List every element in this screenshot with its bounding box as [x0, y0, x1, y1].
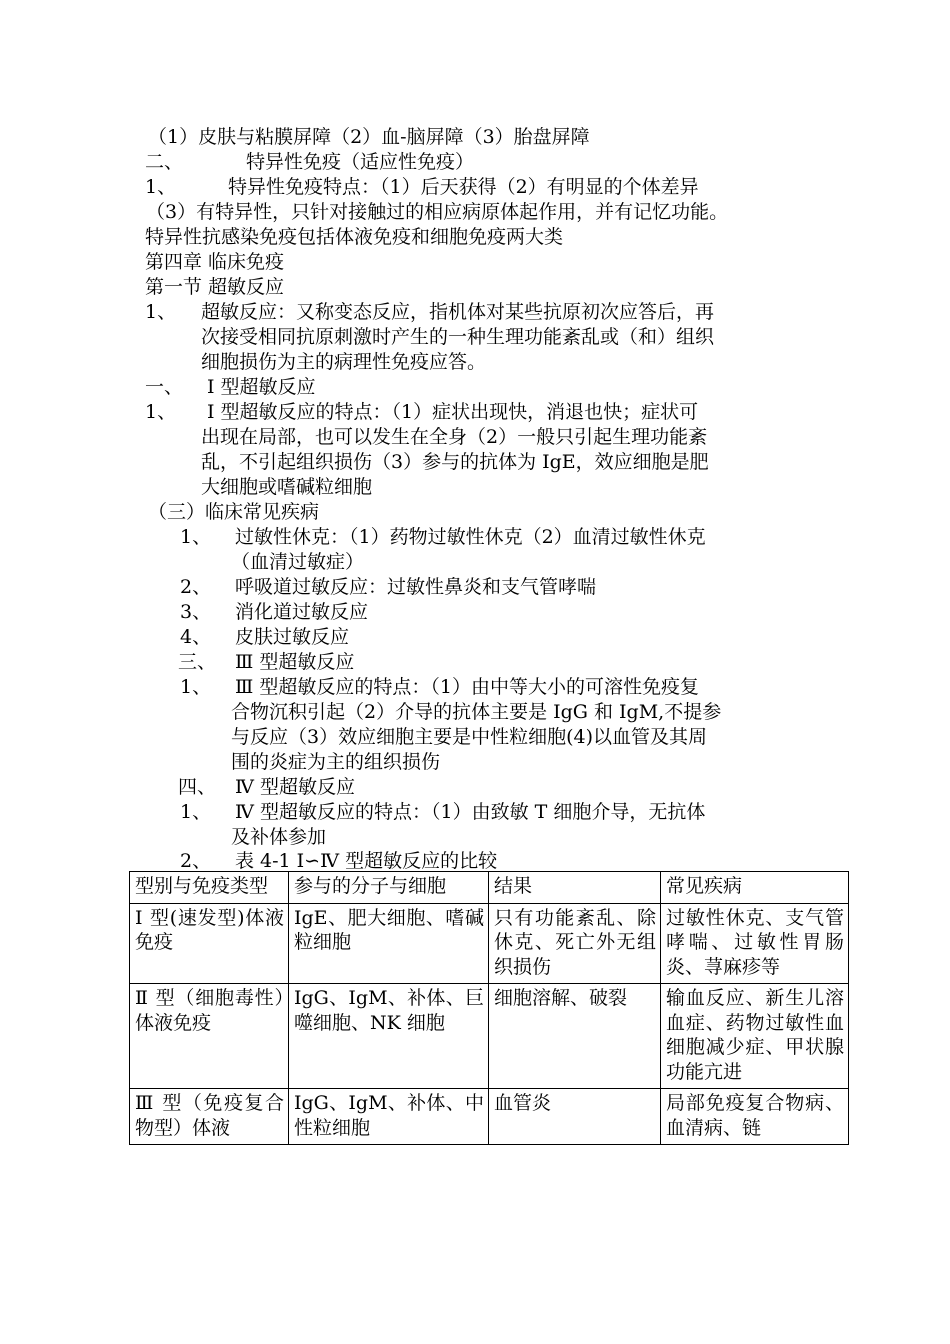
- type4-heading: Ⅳ 型超敏反应: [235, 776, 356, 798]
- item-number: 1、: [180, 526, 212, 548]
- item-number: 1、: [145, 401, 177, 423]
- item-number: 4、: [180, 626, 212, 648]
- type1-features-line: Ⅰ 型超敏反应的特点：（1）症状出现快，消退也快；症状可: [207, 401, 699, 423]
- type1-heading: Ⅰ 型超敏反应: [207, 376, 316, 398]
- table-cell: 过敏性休克、支气管哮喘、过敏性胃肠炎、荨麻疹等: [661, 903, 849, 984]
- table-cell: 局部免疫复合物病、血清病、链: [661, 1089, 849, 1145]
- table-row: [130, 984, 849, 1089]
- table-row: [130, 903, 849, 984]
- type3-heading: Ⅲ 型超敏反应: [235, 651, 355, 673]
- item-number: 1、: [145, 301, 177, 323]
- table-cell: IgG、IgM、补体、巨噬细胞、NK 细胞: [289, 984, 489, 1089]
- hypersensitivity-definition-line: 次接受相同抗原刺激时产生的一种生理功能紊乱或（和）组织: [201, 326, 715, 348]
- anti-infection-line: 特异性抗感染免疫包括体液免疫和细胞免疫两大类: [145, 226, 564, 248]
- table-header-cell: 型别与免疫类型: [130, 872, 289, 904]
- type1-features-line: 大细胞或嗜碱粒细胞: [201, 476, 373, 498]
- table-header-row: [130, 872, 849, 904]
- disease-line: 过敏性休克：（1）药物过敏性休克（2）血清过敏性休克: [235, 526, 706, 548]
- table-caption: 表 4-1 Ⅰ∽Ⅳ 型超敏反应的比较: [235, 850, 498, 872]
- specific-immunity-heading: 特异性免疫（适应性免疫）: [246, 151, 475, 173]
- table-header-cell: 结果: [489, 872, 661, 904]
- hypersensitivity-comparison-table: [129, 871, 849, 1145]
- item-number: 2、: [180, 850, 212, 872]
- table-cell: Ⅱ 型（细胞毒性）体液免疫: [130, 984, 289, 1089]
- hypersensitivity-definition-line: 细胞损伤为主的病理性免疫应答。: [201, 351, 487, 373]
- table-cell: 细胞溶解、破裂: [489, 984, 661, 1089]
- type3-features-line: 与反应（3）效应细胞主要是中性粒细胞(4)以血管及其周: [231, 726, 708, 748]
- item-number: 1、: [180, 676, 212, 698]
- table-cell: Ⅰ 型(速发型)体液免疫: [130, 903, 289, 984]
- table-cell: 输血反应、新生儿溶血症、药物过敏性血细胞减少症、甲状腺功能亢进: [661, 984, 849, 1089]
- table-row: [130, 1089, 849, 1145]
- section-number: 三、: [178, 651, 217, 673]
- specific-features-line: 特异性免疫特点：（1）后天获得（2）有明显的个体差异: [228, 176, 699, 198]
- disease-line: 皮肤过敏反应: [235, 626, 350, 648]
- section-number: 四、: [178, 776, 217, 798]
- clinical-diseases-heading: （三）临床常见疾病: [148, 501, 320, 523]
- type3-features-line: Ⅲ 型超敏反应的特点：（1）由中等大小的可溶性免疫复: [235, 676, 699, 698]
- table-cell: 只有功能紊乱、除休克、死亡外无组织损伤: [489, 903, 661, 984]
- section-number: 二、: [145, 151, 184, 173]
- disease-line: 消化道过敏反应: [235, 601, 369, 623]
- type3-features-line: 合物沉积引起（2）介导的抗体主要是 IgG 和 IgM,不提参: [231, 701, 722, 723]
- disease-line: （血清过敏症）: [231, 551, 365, 573]
- section-number: 一、: [145, 376, 184, 398]
- type1-features-line: 乱，不引起组织损伤（3）参与的抗体为 IgE，效应细胞是肥: [201, 451, 709, 473]
- item-number: 2、: [180, 576, 212, 598]
- item-number: 1、: [180, 801, 212, 823]
- type4-features-line: 及补体参加: [231, 826, 327, 848]
- chapter-heading: 第四章 临床免疫: [145, 251, 285, 273]
- type4-features-line: Ⅳ 型超敏反应的特点：（1）由致敏 T 细胞介导，无抗体: [235, 801, 706, 823]
- table-header-cell: 参与的分子与细胞: [289, 872, 489, 904]
- disease-line: 呼吸道过敏反应：过敏性鼻炎和支气管哮喘: [235, 576, 597, 598]
- item-number: 1、: [145, 176, 177, 198]
- type3-features-line: 围的炎症为主的组织损伤: [231, 751, 441, 773]
- table-cell: Ⅲ 型（免疫复合物型）体液: [130, 1089, 289, 1145]
- barriers-line: （1）皮肤与粘膜屏障（2）血-脑屏障（3）胎盘屏障: [148, 126, 590, 148]
- hypersensitivity-definition-line: 超敏反应：又称变态反应，指机体对某些抗原初次应答后，再: [201, 301, 715, 323]
- table-header-cell: 常见疾病: [661, 872, 849, 904]
- specific-features-cont-line: （3）有特异性，只针对接触过的相应病原体起作用，并有记忆功能。: [146, 201, 729, 223]
- type1-features-line: 出现在局部，也可以发生在全身（2）一般只引起生理功能紊: [201, 426, 708, 448]
- table-cell: IgG、IgM、补体、中性粒细胞: [289, 1089, 489, 1145]
- table-cell: 血管炎: [489, 1089, 661, 1145]
- section-heading: 第一节 超敏反应: [145, 276, 285, 298]
- item-number: 3、: [180, 601, 212, 623]
- page-bottom-margin: [0, 1200, 950, 1344]
- table-cell: IgE、肥大细胞、嗜碱粒细胞: [289, 903, 489, 984]
